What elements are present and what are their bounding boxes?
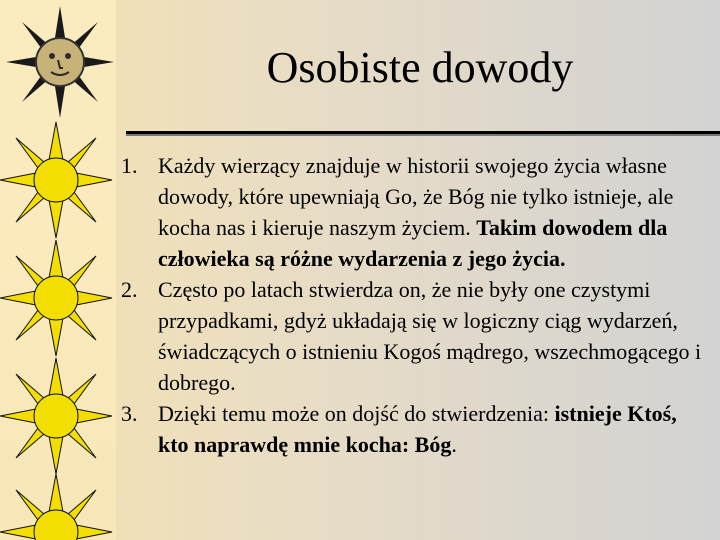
sun-icon [0, 236, 116, 358]
list-item-tail-text: . [451, 432, 457, 457]
list-number: 2. [121, 277, 138, 302]
list-item [118, 398, 708, 460]
list-item-bold-text: istnieje Ktoś, kto naprawdę mnie kocha: Bóg [158, 401, 677, 457]
sun-icon [0, 470, 116, 540]
slide-title: Osobiste dowody [266, 43, 574, 92]
list-item-bold-text: Takim dowodem dla człowieka są różne wydarzenia z jego życia. [158, 215, 668, 271]
sun-icon [0, 118, 116, 240]
numbered-list [118, 150, 708, 460]
list-item-text: Dzięki temu może on dojść do stwierdzenia: [158, 401, 555, 426]
list-item [118, 274, 708, 398]
list-item-text: Często po latach stwierdza on, że nie były one czystymi przypadkami, gdyż układają się w logiczny ciąg wydarzeń, świadczących o istnieniu Kogoś mądrego, wszechmogącego i dobrego. [158, 277, 702, 395]
list-number: 3. [121, 401, 138, 426]
list-item-text: Każdy wierzący znajduje w historii swojego życia własne dowody, które upewniają Go, że Bóg nie tylko istnieje, ale kocha nas i kieruje naszym życiem. [158, 153, 674, 240]
sun-face-icon [4, 4, 116, 120]
title-divider [126, 131, 720, 134]
sun-icon [0, 354, 116, 476]
list-number: 1. [121, 153, 138, 178]
list-item [118, 150, 708, 274]
